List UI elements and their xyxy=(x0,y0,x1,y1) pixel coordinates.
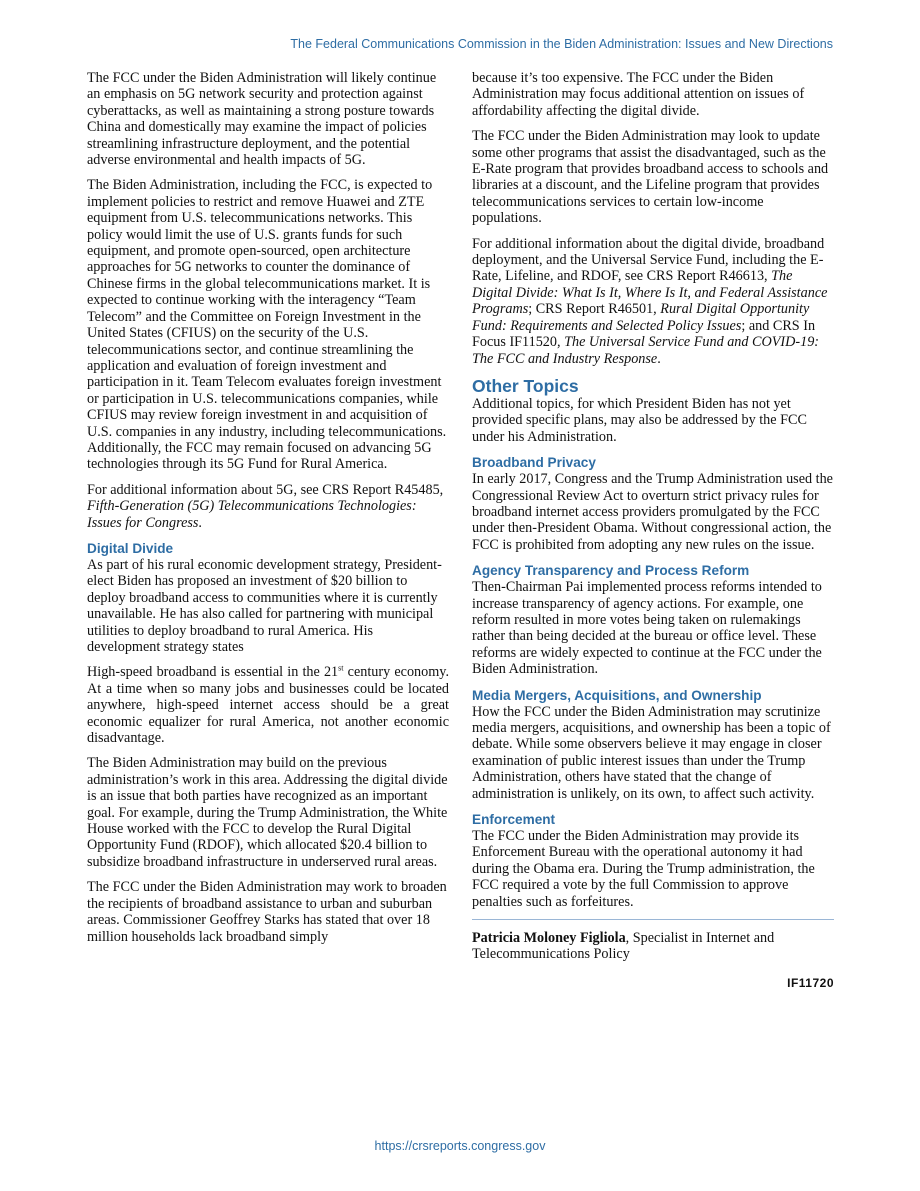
right-column xyxy=(472,70,834,991)
document-id: IF11720 xyxy=(787,975,834,990)
report-title: Fifth-Generation (5G) Telecommunications Technologies: Issues for Congress xyxy=(87,498,417,531)
paragraph: For additional information about 5G, see CRS Report R45485, Fifth-Generation (5G) Telecommunications Technologies: Issues for Congress. xyxy=(87,481,444,531)
author-credit: Patricia Moloney Figliola, Specialist in Internet and Telecommunications Policy xyxy=(472,930,775,963)
left-column xyxy=(87,70,449,954)
heading-enforcement: Enforcement xyxy=(472,812,556,828)
paragraph: For additional information about the digital divide, broadband deployment, and the Universal Service Fund, including the E-Rate, Lifeline, and RDOF, see CRS Report R46613, The Digital Divide: What Is It, Where Is It, and Federal Assistance Programs; CRS Report R46501, Rural Digital Opportunity Fund: Requirements and Selected Policy Issues; and CRS In Focus IF11520, The Universal Service Fund and COVID-19: The FCC and Industry Response. xyxy=(472,235,828,367)
heading-media-mergers: Media Mergers, Acquisitions, and Ownership xyxy=(472,687,762,703)
paragraph: The Biden Administration may build on the previous administration’s work in this area. Addressing the digital divide is an issue that both parties have recognized as an important goal. For example, during the Trump Administration, the White House worked with the FCC to develop the Rural Digital Opportunity Fund (RDOF), which allocated $20.4 billion to subsidize broadband infrastructure in underserved rural areas. xyxy=(87,755,448,870)
block-quote: High-speed broadband is essential in the 21st century economy. At a time when so many jobs and businesses could be located anywhere, high-speed internet access should be a great economic equalizer for rural America, not another economic disadvantage. xyxy=(87,663,450,747)
paragraph: As part of his rural economic development strategy, President-elect Biden has proposed an investment of $20 billion to deploy broadband access to communities where it is currently unavailable. He has also called for partnering with municipal utilities to deploy broadband to rural America. His development strategy states xyxy=(87,556,442,655)
report-title: The Digital Divide: What Is It, Where Is It, and Federal Assistance Programs xyxy=(472,268,828,318)
paragraph: How the FCC under the Biden Administration may scrutinize media mergers, acquisitions, and ownership has been a topic of debate. While some observers believe it may engage in closer examination of public interest issues than under the Trump Administration, others have stated that the change of administration is unlikely, on its own, to affect such activity. xyxy=(472,703,831,802)
paragraph: In early 2017, Congress and the Trump Administration used the Congressional Review Act to overturn strict privacy rules for broadband internet access providers promulgated by the FCC under then-President Obama. Without congressional action, the FCC is prohibited from adopting any new rules on the issue. xyxy=(472,471,833,553)
heading-other-topics: Other Topics xyxy=(472,375,579,396)
paragraph: Then-Chairman Pai implemented process reforms intended to increase transparency of agency actions. For example, one reform resulted in more votes being taken on rulemakings rather than being decided at the bureau or office level. These reforms are widely expected to continue at the FCC under the Biden Administration. xyxy=(472,579,822,678)
paragraph: The FCC under the Biden Administration may provide its Enforcement Bureau with the operational autonomy it had during the Obama era. During the Trump administration, the FCC required a vote by the full Commission to approve penalties such as forfeitures. xyxy=(472,828,815,910)
paragraph: The FCC under the Biden Administration may work to broaden the recipients of broadband assistance to urban and suburban areas. Commissioner Geoffrey Starks has stated that over 18 million households lack broadband simply xyxy=(87,879,447,945)
heading-transparency: Agency Transparency and Process Reform xyxy=(472,563,750,579)
heading-digital-divide: Digital Divide xyxy=(87,540,174,556)
paragraph: Additional topics, for which President Biden has not yet provided specific plans, may also be addressed by the FCC under his Administration. xyxy=(472,395,807,445)
running-header: The Federal Communications Commission in the Biden Administration: Issues and New Directions xyxy=(290,37,833,51)
divider xyxy=(472,919,834,920)
paragraph: because it’s too expensive. The FCC under the Biden Administration may focus additional attention on issues of affordability affecting the digital divide. xyxy=(472,70,805,119)
report-title: The Universal Service Fund and COVID-19: The FCC and Industry Response xyxy=(472,334,820,367)
report-title: Rural Digital Opportunity Fund: Requirements and Selected Policy Issues xyxy=(472,301,810,334)
author-name: Patricia Moloney Figliola xyxy=(472,930,626,947)
paragraph: The FCC under the Biden Administration may look to update some other programs that assist the disadvantaged, such as the E-Rate program that provides broadband access to schools and libraries at a discount, and the Lifeline program that provides telecommunications services to certain low-income populations. xyxy=(472,128,829,227)
footer-url[interactable]: https://crsreports.congress.gov xyxy=(374,1139,546,1153)
heading-broadband-privacy: Broadband Privacy xyxy=(472,455,596,471)
paragraph: The FCC under the Biden Administration will likely continue an emphasis on 5G network security and protection against cyberattacks, as well as maintaining a strong posture towards China and domestically may examine the impact of policies streamlining infrastructure deployment, and the potential adverse environmental and health impacts of 5G. xyxy=(87,70,437,169)
paragraph: The Biden Administration, including the FCC, is expected to implement policies to restrict and remove Huawei and ZTE equipment from U.S. telecommunications networks. This policy would limit the use of U.S. grants funds for such equipment, and promote open-sourced, open architecture approaches for 5G networks to counter the dominance of Chinese firms in the global telecommunications market. It is expected to continue working with the interagency “Team Telecom” and the Committee on Foreign Investment in the United States (CFIUS) on the security of the U.S. telecommunications sector, and continue streamlining the application and evaluation of foreign investment and participation in it. Team Telecom evaluates foreign investment or participation in U.S. telecommunications companies, while CFIUS may review foreign investment in and acquisition of U.S. companies in any industry, including telecommunications. Additionally, the FCC may remain focused on advancing 5G technologies through its 5G Fund for Rural America. xyxy=(87,177,447,473)
